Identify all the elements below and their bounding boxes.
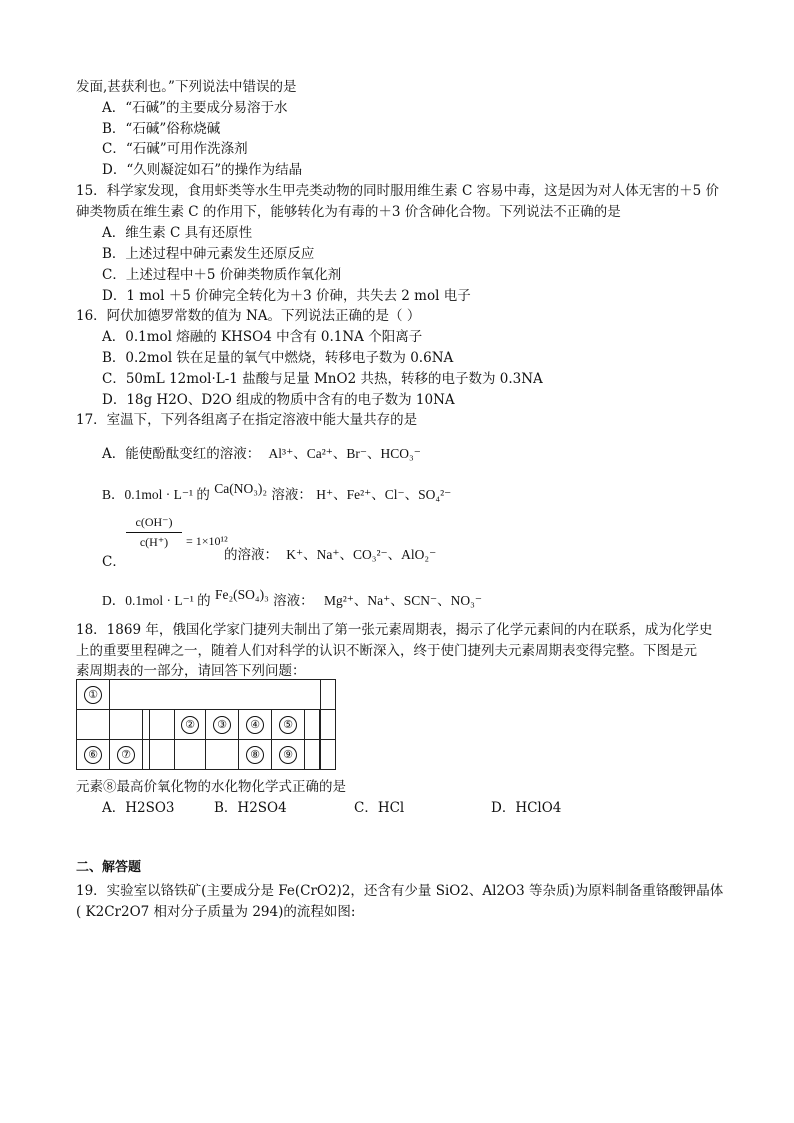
q16-option-c: C．50mL 12mol·L-1 盐酸与足量 MnO2 共热，转移的电子数为 0.3NA bbox=[102, 371, 543, 387]
q17b-prefix: B．0.1mol · L⁻¹ 的 bbox=[102, 487, 210, 502]
q14-option-d: D．“久则凝淀如石”的操作为结晶 bbox=[102, 162, 303, 178]
q17d-formula: Fe₂(SO₄)₃ bbox=[214, 587, 269, 602]
q18-stem-line3: 素周期表的一部分，请回答下列问题： bbox=[76, 663, 306, 679]
element-mark-6: ⑥ bbox=[84, 746, 102, 764]
cell-1 bbox=[77, 680, 110, 710]
q18-stem-line2: 上的重要里程碑之一，随着人们对科学的认识不断深入，终于使门捷列夫元素周期表变得完整。下图是元 bbox=[76, 643, 697, 659]
q16-option-d: D．18g H2O、D2O 组成的物质中含有的电子数为 10NA bbox=[102, 392, 455, 408]
q14-option-a: A．“石碱”的主要成分易溶于水 bbox=[102, 100, 288, 116]
periodic-table-fragment bbox=[76, 679, 336, 770]
q19-stem-line2: ( K2Cr2O7 相对分子质量为 294)的流程如图: bbox=[76, 904, 356, 920]
q17d-ions: Mg²⁺、Na⁺、SCN⁻、NO₃⁻ bbox=[323, 593, 482, 608]
q17c-fraction bbox=[126, 515, 182, 550]
q16-option-b: B．0.2mol 铁在足量的氧气中燃烧，转移电子数为 0.6NA bbox=[102, 350, 454, 366]
element-mark-7: ⑦ bbox=[117, 746, 135, 764]
q15-stem-line2: 砷类物质在维生素 C 的作用下，能够转化为有毒的＋3 价含砷化合物。下列说法不正确的是 bbox=[76, 204, 621, 220]
cell-2-15 bbox=[239, 710, 272, 740]
q17d-mid: 溶液： bbox=[273, 593, 314, 609]
cell-1-end bbox=[321, 680, 336, 710]
cell-3-16 bbox=[272, 740, 305, 770]
q15-option-d: D．1 mol ＋5 价砷完全转化为＋3 价砷，共失去 2 mol 电子 bbox=[102, 288, 471, 304]
q18-stem-line1: 18．1869 年，俄国化学家门捷列夫制出了第一张元素周期表，揭示了化学元素间的内在联系，成为化学史 bbox=[76, 622, 713, 638]
cell-2-2 bbox=[110, 710, 143, 740]
cell-3-gap-b bbox=[150, 740, 175, 770]
q18-option-c: C．HCl bbox=[354, 800, 405, 816]
q16-option-a: A．0.1mol 熔融的 KHSO4 中含有 0.1NA 个阳离子 bbox=[102, 329, 423, 345]
q17a-text: A．能使酚酞变红的溶液： bbox=[102, 446, 261, 462]
q17-stem: 17．室温下，下列各组离子在指定溶液中能大量共存的是 bbox=[76, 412, 418, 428]
cell-2-1 bbox=[77, 710, 110, 740]
q17c-text: 的溶液： bbox=[224, 547, 278, 563]
q17-option-b bbox=[102, 481, 452, 504]
q18-option-b: B．H2SO4 bbox=[214, 800, 287, 816]
q17d-prefix: D．0.1mol · L⁻¹ 的 bbox=[102, 593, 211, 608]
cell-3-13 bbox=[175, 740, 206, 770]
period-row-2 bbox=[77, 710, 336, 740]
cell-2-14 bbox=[206, 710, 239, 740]
section-heading: 二、解答题 bbox=[76, 860, 142, 875]
cell-2-gap-b bbox=[150, 710, 175, 740]
q18-question: 元素⑧最高价氧化物的水化物化学式正确的是 bbox=[76, 779, 346, 795]
cell-3-end bbox=[321, 740, 336, 770]
q15-stem-line1: 15．科学家发现，食用虾类等水生甲壳类动物的同时服用维生素 C 容易中毒，这是因为对人体无害的＋5 价 bbox=[76, 183, 719, 199]
q17-option-a bbox=[102, 445, 421, 463]
q14-option-b: B．“石碱”俗称烧碱 bbox=[102, 121, 221, 137]
element-mark-4: ④ bbox=[246, 716, 264, 734]
q15-option-c: C．上述过程中＋5 价砷类物质作氧化剂 bbox=[102, 267, 342, 283]
cell-3-15 bbox=[239, 740, 272, 770]
q15-option-a: A．维生素 C 具有还原性 bbox=[102, 225, 253, 241]
q19-stem-line1: 19．实验室以铬铁矿(主要成分是 Fe(CrO2)2，还含有少量 SiO2、Al2O3 等杂质)为原料制备重铬酸钾晶体 bbox=[76, 883, 724, 899]
q16-stem: 16．阿伏加德罗常数的值为 NA。下列说法正确的是（ ） bbox=[76, 308, 421, 324]
q18-option-a: A．H2SO3 bbox=[102, 800, 175, 816]
q17c-label: C． bbox=[102, 554, 126, 570]
q17-option-d bbox=[102, 587, 482, 610]
q17-option-c bbox=[224, 546, 436, 564]
q17a-ions: Al³⁺、Ca²⁺、Br⁻、HCO₃⁻ bbox=[268, 446, 421, 461]
q17c-denominator: c(H⁺) bbox=[139, 535, 169, 549]
q17b-formula: Ca(NO₃)₂ bbox=[214, 481, 268, 496]
q17b-mid: 溶液： bbox=[271, 487, 312, 503]
cell-2-16 bbox=[272, 710, 305, 740]
element-mark-5: ⑤ bbox=[279, 716, 297, 734]
q17b-ions: H⁺、Fe²⁺、Cl⁻、SO₄²⁻ bbox=[316, 487, 452, 502]
fraction-bar bbox=[126, 532, 182, 533]
cell-3-gap-a bbox=[143, 740, 150, 770]
period-row-1 bbox=[77, 680, 336, 710]
row1-span bbox=[110, 680, 321, 710]
cell-2-gap-a bbox=[143, 710, 150, 740]
element-mark-3: ③ bbox=[213, 716, 231, 734]
element-mark-8: ⑧ bbox=[246, 746, 264, 764]
q18-option-d: D．HClO4 bbox=[491, 800, 562, 816]
element-mark-1: ① bbox=[84, 686, 102, 704]
q15-option-b: B．上述过程中砷元素发生还原反应 bbox=[102, 246, 315, 262]
q14-option-c: C．“石碱”可用作洗涤剂 bbox=[102, 141, 248, 157]
cell-2-17 bbox=[305, 710, 320, 740]
q17c-ions: K⁺、Na⁺、CO₃²⁻、AlO₂⁻ bbox=[286, 547, 437, 562]
q17c-rhs: = 1×10¹² bbox=[186, 534, 228, 548]
cell-2-13 bbox=[175, 710, 206, 740]
q17c-numerator: c(OH⁻) bbox=[135, 515, 173, 529]
cell-3-14 bbox=[206, 740, 239, 770]
cell-2-end bbox=[321, 710, 336, 740]
element-mark-2: ② bbox=[181, 716, 199, 734]
cell-3-1 bbox=[77, 740, 110, 770]
cell-3-2 bbox=[110, 740, 143, 770]
q14-stem-tail: 发面,甚获利也。”下列说法中错误的是 bbox=[76, 79, 297, 95]
cell-3-17 bbox=[305, 740, 320, 770]
element-mark-9: ⑨ bbox=[279, 746, 297, 764]
period-row-3 bbox=[77, 740, 336, 770]
